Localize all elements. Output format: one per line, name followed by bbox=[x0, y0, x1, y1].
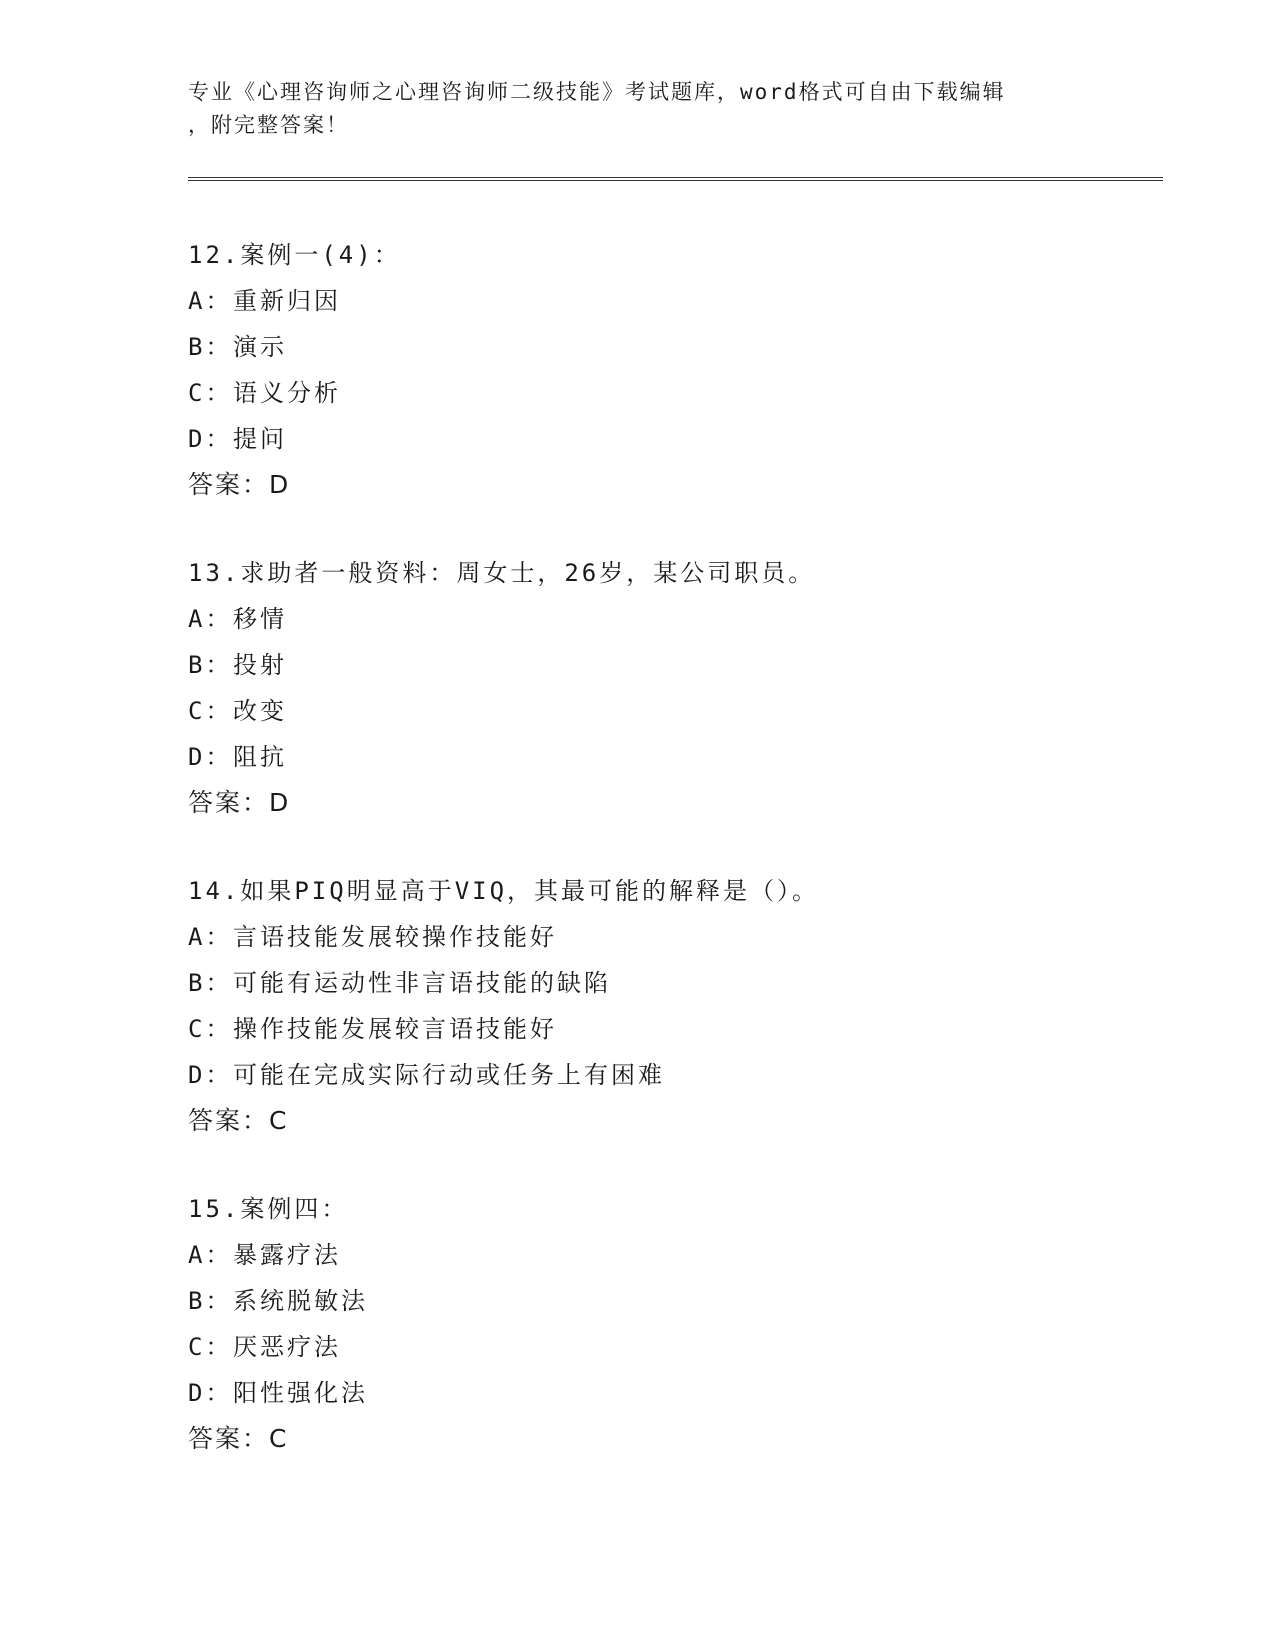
option-letter: C： bbox=[188, 1333, 233, 1361]
question-list bbox=[188, 232, 1148, 1504]
option-letter: D： bbox=[188, 425, 233, 453]
option-letter: B： bbox=[188, 1287, 233, 1315]
option-b bbox=[188, 1278, 1148, 1324]
answer: 答案：D bbox=[188, 470, 291, 499]
option-letter: A： bbox=[188, 287, 233, 315]
option-letter: A： bbox=[188, 923, 233, 951]
option-text: 重新归因 bbox=[233, 287, 341, 315]
option-d bbox=[188, 1052, 1148, 1098]
answer: 答案：C bbox=[188, 1424, 289, 1453]
option-a bbox=[188, 278, 1148, 324]
option-d bbox=[188, 734, 1148, 780]
question-stem: 15.案例四： bbox=[188, 1195, 349, 1223]
option-text: 厌恶疗法 bbox=[233, 1333, 341, 1361]
option-text: 演示 bbox=[233, 333, 287, 361]
option-text: 语义分析 bbox=[233, 379, 341, 407]
option-letter: D： bbox=[188, 1061, 233, 1089]
option-d bbox=[188, 1370, 1148, 1416]
option-letter: A： bbox=[188, 605, 233, 633]
option-letter: C： bbox=[188, 379, 233, 407]
question-stem: 13.求助者一般资料：周女士，26岁，某公司职员。 bbox=[188, 559, 816, 587]
question-13 bbox=[188, 550, 1148, 826]
option-a bbox=[188, 914, 1148, 960]
option-text: 系统脱敏法 bbox=[233, 1287, 368, 1315]
option-b bbox=[188, 960, 1148, 1006]
option-a bbox=[188, 596, 1148, 642]
option-letter: C： bbox=[188, 697, 233, 725]
option-text: 移情 bbox=[233, 605, 287, 633]
option-letter: A： bbox=[188, 1241, 233, 1269]
option-text: 暴露疗法 bbox=[233, 1241, 341, 1269]
option-c bbox=[188, 1324, 1148, 1370]
header-divider bbox=[188, 177, 1163, 181]
option-c bbox=[188, 370, 1148, 416]
option-text: 言语技能发展较操作技能好 bbox=[233, 923, 557, 951]
question-stem: 12.案例一(4)： bbox=[188, 241, 401, 269]
option-c bbox=[188, 1006, 1148, 1052]
question-12 bbox=[188, 232, 1148, 508]
option-text: 投射 bbox=[233, 651, 287, 679]
option-text: 操作技能发展较言语技能好 bbox=[233, 1015, 557, 1043]
option-text: 可能在完成实际行动或任务上有困难 bbox=[233, 1061, 665, 1089]
option-b bbox=[188, 324, 1148, 370]
option-b bbox=[188, 642, 1148, 688]
option-c bbox=[188, 688, 1148, 734]
document-header bbox=[188, 76, 1088, 142]
answer: 答案：D bbox=[188, 788, 291, 817]
option-text: 可能有运动性非言语技能的缺陷 bbox=[233, 969, 611, 997]
option-letter: D： bbox=[188, 1379, 233, 1407]
option-text: 阳性强化法 bbox=[233, 1379, 368, 1407]
option-text: 改变 bbox=[233, 697, 287, 725]
header-line-2: ，附完整答案！ bbox=[188, 113, 349, 137]
answer: 答案：C bbox=[188, 1106, 289, 1135]
question-stem: 14.如果PIQ明显高于VIQ，其最可能的解释是（）。 bbox=[188, 877, 820, 905]
option-letter: C： bbox=[188, 1015, 233, 1043]
option-a bbox=[188, 1232, 1148, 1278]
option-letter: B： bbox=[188, 651, 233, 679]
option-letter: B： bbox=[188, 333, 233, 361]
option-text: 提问 bbox=[233, 425, 287, 453]
option-letter: D： bbox=[188, 743, 233, 771]
option-d bbox=[188, 416, 1148, 462]
question-15 bbox=[188, 1186, 1148, 1462]
option-letter: B： bbox=[188, 969, 233, 997]
header-line-1: 专业《心理咨询师之心理咨询师二级技能》考试题库，word格式可自由下载编辑 bbox=[188, 80, 1006, 104]
question-14 bbox=[188, 868, 1148, 1144]
option-text: 阻抗 bbox=[233, 743, 287, 771]
